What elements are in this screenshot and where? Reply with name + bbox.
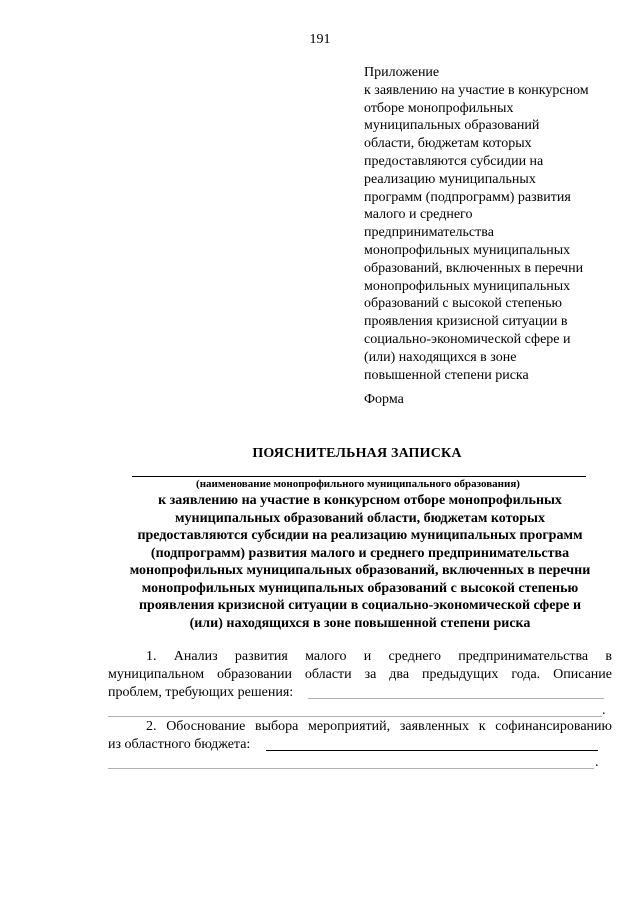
appendix-line: повышенной степени риска [364, 367, 529, 383]
section-2-blank-line [108, 754, 612, 772]
subject-line: (подпрограмм) развития малого и среднего предпринимательства [150, 545, 570, 561]
appendix-line: социально-экономической сфере и [364, 331, 571, 347]
appendix-line: Приложение [364, 65, 440, 80]
appendix-line: (или) находящихся в зоне [364, 349, 517, 365]
section-1-line: 1. Анализ развития малого и среднего предпринимательства в [146, 649, 612, 664]
document-title: ПОЯСНИТЕЛЬНАЯ ЗАПИСКА [252, 446, 462, 461]
section-2-label: из областного бюджета: [108, 737, 251, 752]
appendix-line: образований, включенных в перечни [364, 260, 584, 276]
appendix-line: программ (подпрограмм) развития [364, 189, 571, 205]
municipality-name-caption: (наименование монопрофильного муниципального образования) [196, 478, 520, 490]
appendix-line: предпринимательства [364, 225, 494, 241]
subject-line: (или) находящихся в зоне повышенной степени риска [189, 615, 531, 631]
subject-line: к заявлению на участие в конкурсном отборе монопрофильных [158, 493, 562, 508]
section-2-line-with-field [108, 736, 612, 754]
appendix-line: к заявлению на участие в конкурсном [364, 82, 589, 98]
appendix-note [364, 64, 626, 384]
section-1 [108, 648, 612, 720]
appendix-line: отборе монопрофильных [364, 100, 514, 116]
appendix-line: образований с высокой степенью [364, 296, 563, 312]
appendix-line: монопрофильных муниципальных [364, 242, 571, 258]
subject-line: монопрофильных муниципальных образований с высокой степенью [141, 580, 579, 596]
appendix-line: области, бюджетам которых [364, 136, 532, 152]
section-2-end-period: . [595, 755, 599, 770]
section-1-end-period: . [602, 703, 606, 718]
problems-input-field[interactable] [308, 684, 604, 699]
municipality-name-field[interactable] [132, 476, 586, 477]
appendix-line: проявления кризисной ситуации в [364, 314, 568, 330]
form-label: Форма [364, 392, 404, 407]
document-subject [108, 492, 612, 632]
justification-input-field-continued[interactable] [108, 754, 594, 769]
section-2-line: 2. Обоснование выбора мероприятий, заявленных к софинансированию [146, 719, 612, 734]
section-1-label: проблем, требующих решения: [108, 685, 294, 700]
section-2 [108, 718, 612, 772]
subject-line: проявления кризисной ситуации в социально-экономической сфере и [138, 598, 582, 613]
appendix-line: предоставляются субсидии на [364, 153, 544, 169]
appendix-line: малого и среднего [364, 207, 473, 223]
problems-input-field-continued[interactable] [108, 702, 602, 717]
appendix-line: реализацию муниципальных [364, 171, 536, 187]
section-1-line-with-field [108, 684, 612, 702]
page-number: 191 [309, 32, 331, 47]
section-1-line: муниципальном образовании области за два предыдущих года. Описание [108, 667, 612, 682]
appendix-line: муниципальных образований [364, 118, 540, 134]
appendix-line: монопрофильных муниципальных [364, 278, 571, 294]
subject-line: предоставляются субсидии на реализацию муниципальных программ [137, 528, 583, 543]
justification-input-field[interactable] [266, 736, 598, 751]
subject-line: монопрофильных муниципальных образований, включенных в перечни [129, 563, 591, 578]
subject-line: муниципальных образований области, бюджетам которых [174, 510, 545, 526]
